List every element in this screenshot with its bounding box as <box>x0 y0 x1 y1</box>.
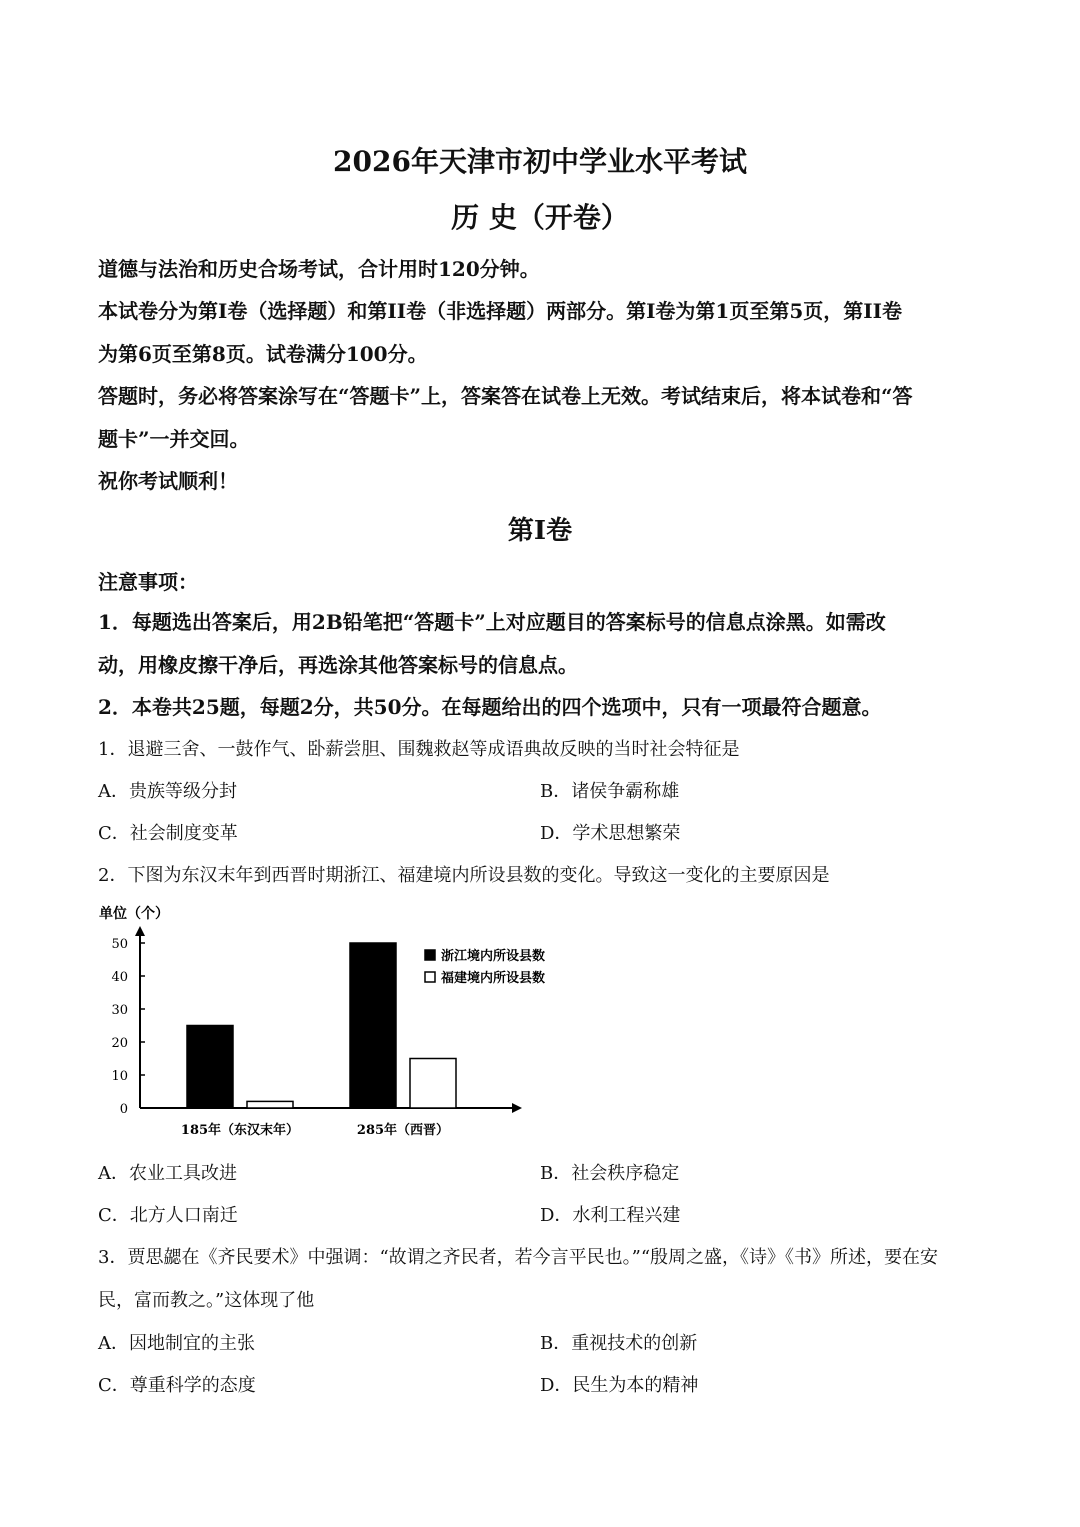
exam-subtitle: 历 史（开卷） <box>451 201 629 234</box>
notice-2: 2．本卷共25题，每题2分，共50分。在每题给出的四个选项中，只有一项最符合题意。 <box>98 695 882 719</box>
question-1-stem: 1．退避三舍、一鼓作气、卧薪尝胆、围魏救赵等成语典故反映的当时社会特征是 <box>98 739 740 760</box>
bar-fujian-1 <box>410 1059 456 1109</box>
legend-label-1: 福建境内所设县数 <box>441 971 546 986</box>
section-title: 第I卷 <box>507 516 573 546</box>
y-tick-label-20: 20 <box>111 1036 128 1051</box>
intro-line-2b: 为第6页至第8页。试卷满分100分。 <box>98 342 428 366</box>
question-2-option-c: C．北方人口南迁 <box>98 1205 238 1226</box>
chart-legend <box>425 948 545 986</box>
intro-line-2a: 本试卷分为第I卷（选择题）和第II卷（非选择题）两部分。第I卷为第1页至第5页，第II卷 <box>98 299 902 323</box>
question-3-stem-b: 民，富而教之。”这体现了他 <box>98 1290 315 1311</box>
question-3-option-b: B．重视技术的创新 <box>540 1333 698 1354</box>
exam-title: 2026年天津市初中学业水平考试 <box>333 145 747 178</box>
bar-fujian-0 <box>247 1101 293 1108</box>
x-tick-label-0: 185年（东汉末年） <box>180 1123 300 1138</box>
legend-swatch-0 <box>425 950 435 960</box>
y-tick-label-0: 0 <box>119 1102 128 1117</box>
notice-label: 注意事项： <box>98 570 198 594</box>
intro-line-1: 道德与法治和历史合场考试，合计用时120分钟。 <box>98 257 540 281</box>
question-2-option-b: B．社会秩序稳定 <box>540 1163 680 1184</box>
chart-x-labels <box>181 1122 449 1138</box>
question-1-option-d: D．学术思想繁荣 <box>540 823 681 844</box>
x-axis-arrow <box>512 1103 522 1113</box>
notice-1b: 动，用橡皮擦干净后，再选涂其他答案标号的信息点。 <box>98 653 578 677</box>
question-1-option-c: C．社会制度变革 <box>98 823 238 844</box>
question-3-stem-a: 3．贾思勰在《齐民要术》中强调：“故谓之齐民者，若今言平民也。”“殷周之盛，《诗》《书》所述，要在安 <box>98 1247 939 1268</box>
legend-swatch-1 <box>425 972 435 982</box>
question-2-option-d: D．水利工程兴建 <box>540 1205 681 1226</box>
y-tick-label-50: 50 <box>111 937 128 952</box>
question-2-stem: 2．下图为东汉末年到西晋时期浙江、福建境内所设县数的变化。导致这一变化的主要原因是 <box>98 865 830 886</box>
chart-y-unit-label: 单位（个） <box>99 906 169 922</box>
bar-zhejiang-0 <box>187 1026 233 1109</box>
x-tick-label-1: 285年（西晋） <box>356 1123 450 1138</box>
intro-line-4: 祝你考试顺利！ <box>98 469 238 493</box>
y-tick-label-10: 10 <box>111 1069 128 1084</box>
question-3-option-c: C．尊重科学的态度 <box>98 1375 256 1396</box>
legend-label-0: 浙江境内所设县数 <box>441 949 546 964</box>
chart-bars <box>187 943 456 1108</box>
question-1-option-b: B．诸侯争霸称雄 <box>540 781 680 802</box>
y-axis-arrow <box>135 926 145 936</box>
y-tick-label-40: 40 <box>111 970 128 985</box>
intro-line-3b: 题卡”一并交回。 <box>98 427 250 451</box>
question-2-option-a: A．农业工具改进 <box>98 1163 237 1184</box>
question-1-option-a: A．贵族等级分封 <box>98 781 237 802</box>
intro-line-3a: 答题时，务必将答案涂写在“答题卡”上，答案答在试卷上无效。考试结束后，将本试卷和“答 <box>98 384 913 408</box>
question-3-option-d: D．民生为本的精神 <box>540 1375 699 1396</box>
bar-zhejiang-1 <box>350 943 396 1108</box>
county-count-bar-chart <box>95 898 565 1143</box>
y-tick-label-30: 30 <box>111 1003 128 1018</box>
notice-1a: 1．每题选出答案后，用2B铅笔把“答题卡”上对应题目的答案标号的信息点涂黑。如需改 <box>98 610 886 634</box>
question-3-option-a: A．因地制宜的主张 <box>98 1333 255 1354</box>
